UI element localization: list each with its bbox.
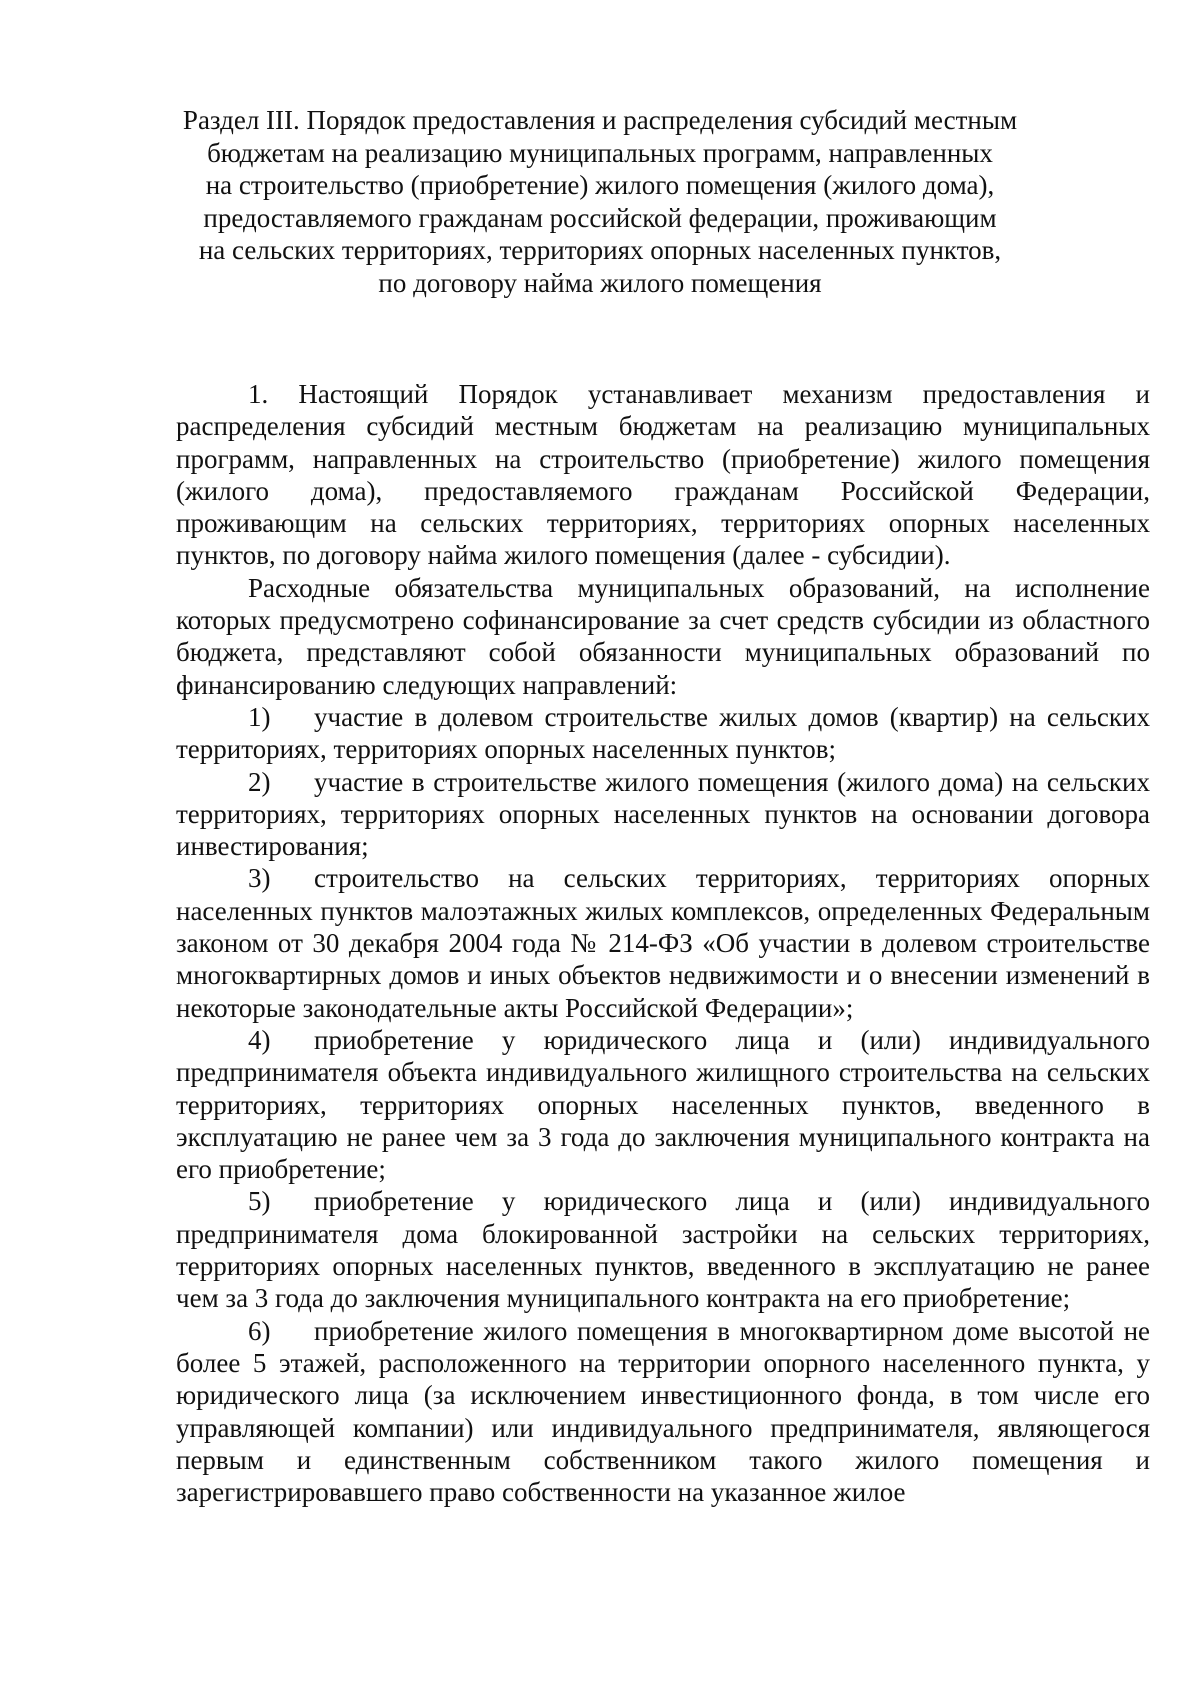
list-item-number: 5) [248, 1186, 271, 1217]
list-item-text: приобретение у юридического лица и (или) индивидуального предпринимателя объекта индивидуального жилищного строительства на сельских территориях, территориях опорных населенных пунктов, введенного в эксплуатацию не ранее чем за 3 года до заключения муниципального контракта на его приобретение; [176, 1024, 1150, 1185]
list-item [176, 766, 1150, 863]
document-body [176, 378, 1150, 1508]
list-item [176, 1315, 1150, 1509]
section-heading [160, 104, 1040, 299]
heading-line: на строительство (приобретение) жилого помещения (жилого дома), [205, 170, 995, 200]
paragraph-1: 1. Настоящий Порядок устанавливает механизм предоставления и распределения субсидий местным бюджетам на реализацию муниципальных программ, направленных на строительство (приобретение) жилого помещения (жилого дома), предоставляемого гражданам Российской Федерации, проживающим на сельских территориях, территориях опорных населенных пунктов, по договору найма жилого помещения (далее - субсидии). [176, 379, 1150, 571]
heading-line: бюджетам на реализацию муниципальных программ, направленных [207, 137, 993, 168]
list-item-text: участие в строительстве жилого помещения (жилого дома) на сельских территориях, территориях опорных населенных пунктов на основании договора инвестирования; [176, 766, 1150, 862]
heading-line: по договору найма жилого помещения [378, 267, 822, 298]
paragraph-2: Расходные обязательства муниципальных образований, на исполнение которых предусмотрено софинансирование за счет средств субсидии из областного бюджета, представляют собой обязанности муниципальных образований по финансированию следующих направлений: [176, 572, 1150, 700]
heading-line: предоставляемого гражданам российской федерации, проживающим [203, 202, 997, 233]
list-item [176, 701, 1150, 766]
list-item-number: 1) [248, 701, 271, 732]
heading-line: на сельских территориях, территориях опорных населенных пунктов, [198, 235, 1002, 265]
list-item [176, 862, 1150, 1023]
list-item-text: строительство на сельских территориях, территориях опорных населенных пунктов малоэтажных жилых комплексов, определенных Федеральным законом от 30 декабря 2004 года № 214-ФЗ «Об участии в долевом строительстве многоквартирных домов и иных объектов недвижимости и о внесении изменений в некоторые законодательные акты Российской Федерации»; [176, 863, 1150, 1023]
list-item-text: приобретение у юридического лица и (или) индивидуального предпринимателя дома блокированной застройки на сельских территориях, территориях опорных населенных пунктов, введенного в эксплуатацию не ранее чем за 3 года до заключения муниципального контракта на его приобретение; [176, 1186, 1150, 1314]
list-item-number: 2) [248, 766, 271, 797]
heading-line: Раздел III. Порядок предоставления и распределения субсидий местным [182, 105, 1018, 135]
list-item [176, 1185, 1150, 1314]
list-item-number: 6) [248, 1315, 271, 1346]
list-item-text: приобретение жилого помещения в многоквартирном доме высотой не более 5 этажей, расположенного на территории опорного населенного пункта, у юридического лица (за исключением инвестиционного фонда, в том числе его управляющей компании) или индивидуального предпринимателя, являющегося первым и единственным собственником такого жилого помещения и зарегистрировавшего право собственности на указанное жилое [176, 1315, 1150, 1508]
list-item-number: 3) [248, 863, 271, 894]
list-item [176, 1024, 1150, 1185]
list-item-text: участие в долевом строительстве жилых домов (квартир) на сельских территориях, территориях опорных населенных пунктов; [176, 701, 1150, 765]
list-item-number: 4) [248, 1024, 271, 1055]
